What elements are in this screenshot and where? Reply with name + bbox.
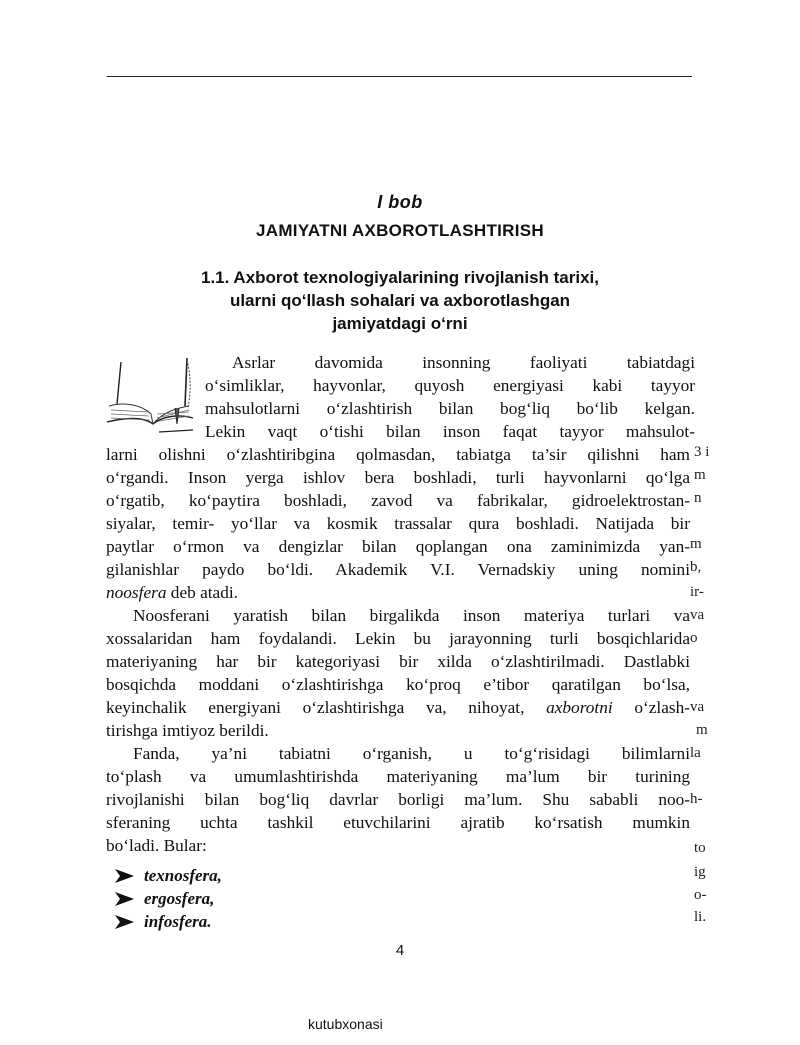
margin-fragment: ig: [694, 864, 706, 880]
body-line: keyinchalik energiyani o‘zlashtirishga va, nihoyat, axborotni o‘zlash-: [106, 698, 690, 717]
header-rule: [107, 76, 692, 77]
margin-fragment: li.: [694, 909, 707, 925]
arrow-bullet-icon: [112, 914, 144, 930]
bullet-list: [112, 864, 222, 933]
margin-fragment: m: [694, 467, 706, 483]
section-title-line: ularni qo‘llash sohalari va axborotlashgan: [229, 291, 571, 310]
italic-term: noosfera: [106, 583, 167, 602]
body-line: Fanda, ya’ni tabiatni o‘rganish, u to‘g‘risidagi bilimlarni: [133, 744, 690, 763]
margin-fragment: o: [690, 630, 698, 646]
margin-fragment: h-: [690, 791, 703, 807]
margin-fragment: va: [690, 699, 705, 715]
body-line: bosqichda moddani o‘zlashtirishga ko‘proq e’tibor qaratilgan bo‘lsa,: [106, 675, 690, 694]
body-line: noosfera deb atadi.: [106, 583, 238, 602]
list-item: [112, 910, 222, 933]
list-item-label: infosfera.: [144, 911, 212, 931]
body-line: paytlar o‘rmon va dengizlar bilan qoplangan ona zaminimizda yan-: [106, 537, 690, 556]
body-line: materiyaning har bir kategoriyasi bir xilda o‘zlashtirilmadi. Dastlabki: [106, 652, 690, 671]
margin-fragment: 3 i: [694, 444, 710, 460]
body-line: Lekin vaqt o‘tishi bilan inson faqat tayyor mahsulot-: [205, 422, 695, 441]
margin-fragment: ir-: [690, 584, 704, 600]
margin-fragment: o-: [694, 887, 707, 903]
list-item-label: ergosfera,: [144, 888, 215, 908]
body-line: to‘plash va umumlashtirishda materiyaning ma’lum bir turining: [106, 767, 690, 786]
section-title-line: jamiyatdagi o‘rni: [332, 314, 468, 333]
body-line: siyalar, temir- yo‘llar va kosmik trassalar qura boshladi. Natijada bir: [106, 514, 690, 533]
body-line: mahsulotlarni o‘zlashtirish bilan bog‘liq bo‘lib kelgan.: [205, 399, 695, 418]
section-title-line: 1.1. Axborot texnologiyalarining rivojlanish tarixi,: [200, 268, 599, 287]
margin-fragment: va: [690, 607, 705, 623]
margin-fragment: m: [690, 536, 702, 552]
list-item-label: texnosfera,: [144, 865, 222, 885]
body-line: o‘rgatib, ko‘paytira boshladi, zavod va fabrikalar, gidroelektrostan-: [106, 491, 690, 510]
body-line: sferaning uchta tashkil etuvchilarini ajratib ko‘rsatish mumkin: [106, 813, 690, 832]
footer-watermark: kutubxonasi: [308, 1016, 383, 1032]
open-book-icon: [103, 356, 197, 434]
body-line: xossalaridan ham foydalandi. Lekin bu jarayonning turli bosqichlarida: [106, 629, 690, 648]
arrow-bullet-icon: [112, 868, 144, 884]
margin-fragment: to: [694, 840, 706, 856]
list-item: [112, 864, 222, 887]
body-line: rivojlanishi bilan bog‘liq davrlar borligi ma’lum. Shu sababli noo-: [106, 790, 690, 809]
italic-term: axborotni: [546, 698, 613, 717]
body-line: bo‘ladi. Bular:: [106, 836, 207, 855]
body-line: gilanishlar paydo bo‘ldi. Akademik V.I. Vernadskiy uning nomini: [106, 560, 690, 579]
body-line: Noosferani yaratish bilan birgalikda inson materiya turlari va: [133, 606, 690, 625]
page-number: 4: [395, 942, 405, 959]
section-title: [130, 266, 670, 335]
arrow-bullet-icon: [112, 891, 144, 907]
chapter-label: I bob: [377, 192, 423, 212]
list-item: [112, 887, 222, 910]
body-line: Asrlar davomida insonning faoliyati tabiatdagi: [232, 353, 695, 372]
body-line: tirishga imtiyoz berildi.: [106, 721, 269, 740]
margin-fragment: la: [690, 745, 701, 761]
margin-fragment: b,: [690, 559, 702, 575]
margin-fragment: m: [696, 722, 708, 738]
chapter-title: JAMIYATNI AXBOROTLASHTIRISH: [256, 221, 544, 240]
body-line: o‘rgandi. Inson yerga ishlov bera boshladi, turli hayvonlarni qo‘lga: [106, 468, 690, 487]
body-line: o‘simliklar, hayvonlar, quyosh energiyasi kabi tayyor: [205, 376, 695, 395]
margin-fragment: n: [694, 490, 702, 506]
body-line: larni olishni o‘zlashtiribgina qolmasdan, tabiatga ta’sir qilishni ham: [106, 445, 690, 464]
